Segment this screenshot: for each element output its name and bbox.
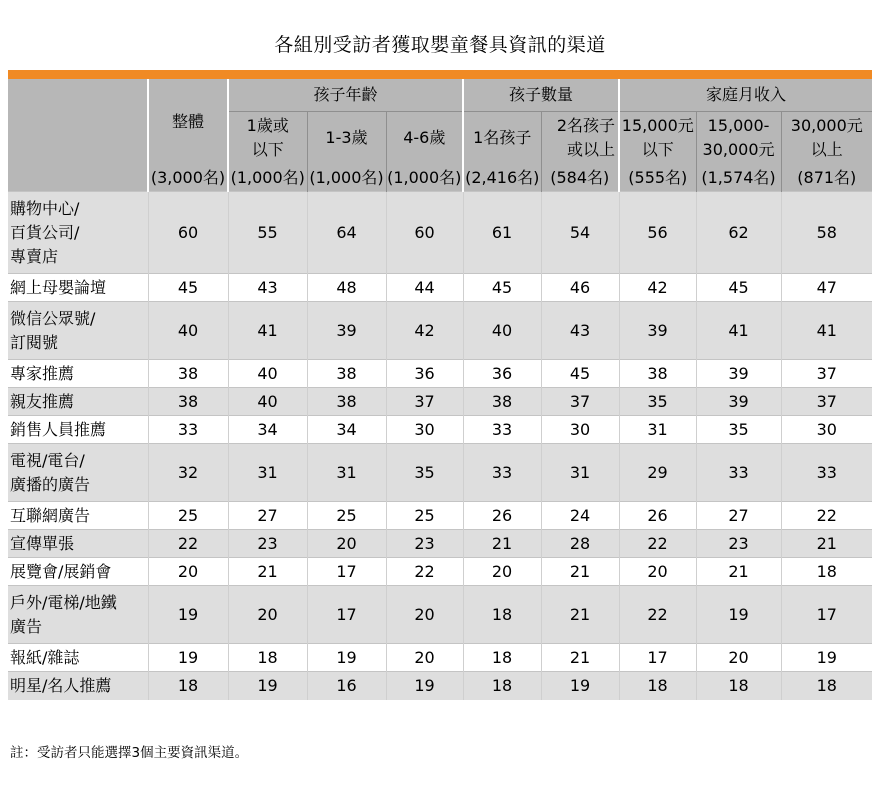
table-cell: 46 — [541, 274, 619, 302]
table-cell: 26 — [463, 502, 541, 530]
table-cell: 41 — [228, 302, 307, 360]
table-cell: 18 — [696, 672, 781, 700]
header-col-age-3 — [386, 111, 463, 165]
row-label-line: 戶外/電梯/地鐵 — [10, 592, 117, 612]
table-cell: 34 — [228, 416, 307, 444]
table-cell: 17 — [619, 644, 696, 672]
table-cell: 20 — [463, 558, 541, 586]
table-cell: 62 — [696, 192, 781, 274]
header-col-count-1 — [463, 111, 541, 165]
table-row — [8, 558, 872, 586]
table-cell: 20 — [386, 644, 463, 672]
table-row — [8, 672, 872, 700]
row-label — [8, 192, 148, 274]
header-col-label: 1歲或 — [246, 116, 289, 136]
header-n: (555名) — [619, 165, 696, 192]
header-col-income-2 — [696, 111, 781, 165]
header-col-label: 2名孩子 — [556, 116, 616, 136]
table-cell: 20 — [696, 644, 781, 672]
table-cell: 20 — [307, 530, 386, 558]
table-cell: 18 — [463, 672, 541, 700]
header-col-label: 以下 — [641, 140, 674, 160]
row-label-line: 訂閱號 — [10, 332, 59, 352]
table-cell: 37 — [781, 388, 872, 416]
table-cell: 37 — [781, 360, 872, 388]
table-cell: 60 — [148, 192, 228, 274]
table-cell: 38 — [148, 360, 228, 388]
accent-bar — [8, 70, 872, 79]
table-row — [8, 302, 872, 360]
table-cell: 39 — [307, 302, 386, 360]
row-label-line: 宣傳單張 — [10, 533, 75, 553]
table-cell: 38 — [463, 388, 541, 416]
table-row — [8, 416, 872, 444]
row-label-line: 報紙/雜誌 — [10, 647, 80, 667]
table-cell: 17 — [781, 586, 872, 644]
table-cell: 21 — [541, 644, 619, 672]
table-cell: 23 — [386, 530, 463, 558]
table-cell: 21 — [463, 530, 541, 558]
table-cell: 19 — [541, 672, 619, 700]
table-cell: 18 — [148, 672, 228, 700]
table-cell: 38 — [307, 388, 386, 416]
table-cell: 17 — [307, 558, 386, 586]
table-cell: 60 — [386, 192, 463, 274]
header-n: (1,000名) — [307, 165, 386, 192]
table-cell: 38 — [148, 388, 228, 416]
row-label-line: 展覽會/展銷會 — [10, 561, 112, 581]
table-cell: 35 — [619, 388, 696, 416]
footnote: 註：受訪者只能選擇3個主要資訊渠道。 — [10, 745, 249, 761]
row-label-line: 互聯網廣告 — [10, 505, 91, 525]
header-col-label: 15,000- — [707, 116, 770, 136]
table-cell: 44 — [386, 274, 463, 302]
table-row — [8, 274, 872, 302]
table-cell: 55 — [228, 192, 307, 274]
table-row — [8, 360, 872, 388]
row-label-line: 銷售人員推薦 — [10, 419, 107, 439]
row-label — [8, 672, 148, 700]
table-cell: 34 — [307, 416, 386, 444]
table-cell: 30 — [386, 416, 463, 444]
table-cell: 18 — [463, 586, 541, 644]
header-group-age: 孩子年齡 — [228, 79, 463, 111]
table-cell: 33 — [696, 444, 781, 502]
table-cell: 56 — [619, 192, 696, 274]
table-cell: 22 — [781, 502, 872, 530]
table-cell: 39 — [619, 302, 696, 360]
table-cell: 26 — [619, 502, 696, 530]
table-cell: 33 — [148, 416, 228, 444]
table-cell: 45 — [541, 360, 619, 388]
table-cell: 41 — [781, 302, 872, 360]
row-label-line: 廣播的廣告 — [10, 474, 91, 494]
chart-title: 各組別受訪者獲取嬰童餐具資訊的渠道 — [274, 34, 606, 56]
table-cell: 30 — [781, 416, 872, 444]
table-cell: 18 — [228, 644, 307, 672]
table-cell: 38 — [307, 360, 386, 388]
header-col-label: 4-6歲 — [403, 128, 446, 148]
header-col-count-2 — [541, 111, 619, 165]
row-label-line: 廣告 — [10, 616, 43, 636]
table-cell: 25 — [307, 502, 386, 530]
row-label — [8, 302, 148, 360]
row-label — [8, 388, 148, 416]
table-cell: 19 — [148, 586, 228, 644]
header-col-income-3 — [781, 111, 872, 165]
row-label-line: 網上母嬰論壇 — [10, 277, 107, 297]
header-n: (2,416名) — [463, 165, 541, 192]
row-label — [8, 274, 148, 302]
table-cell: 23 — [696, 530, 781, 558]
table-cell: 37 — [386, 388, 463, 416]
table-row — [8, 388, 872, 416]
table-cell: 19 — [307, 644, 386, 672]
table-cell: 30 — [541, 416, 619, 444]
table-cell: 35 — [696, 416, 781, 444]
header-col-label: 以上 — [810, 140, 843, 160]
table-cell: 45 — [148, 274, 228, 302]
table-cell: 18 — [619, 672, 696, 700]
table-row — [8, 192, 872, 274]
table-cell: 36 — [463, 360, 541, 388]
row-label-line: 專賣店 — [10, 246, 59, 266]
table-row — [8, 644, 872, 672]
header-n: (1,000名) — [228, 165, 307, 192]
row-label — [8, 530, 148, 558]
table-cell: 33 — [463, 444, 541, 502]
table-cell: 45 — [463, 274, 541, 302]
header-col-age-2 — [307, 111, 386, 165]
table-cell: 42 — [386, 302, 463, 360]
table-cell: 36 — [386, 360, 463, 388]
table-cell: 18 — [463, 644, 541, 672]
table-cell: 43 — [541, 302, 619, 360]
table-cell: 27 — [228, 502, 307, 530]
table-cell: 21 — [696, 558, 781, 586]
table-cell: 40 — [148, 302, 228, 360]
table-cell: 19 — [148, 644, 228, 672]
table-cell: 23 — [228, 530, 307, 558]
table-cell: 31 — [619, 416, 696, 444]
header-col-label: 1名孩子 — [473, 128, 532, 148]
table-cell: 37 — [541, 388, 619, 416]
table-cell: 28 — [541, 530, 619, 558]
table-cell: 42 — [619, 274, 696, 302]
table-cell: 45 — [696, 274, 781, 302]
table-cell: 64 — [307, 192, 386, 274]
table-cell: 20 — [619, 558, 696, 586]
table-cell: 39 — [696, 388, 781, 416]
table-row — [8, 586, 872, 644]
header-group-count: 孩子數量 — [463, 79, 619, 111]
table-cell: 25 — [148, 502, 228, 530]
table-cell: 22 — [619, 530, 696, 558]
header-n: (584名) — [541, 165, 619, 192]
header-col-age-1 — [228, 111, 307, 165]
table-row — [8, 502, 872, 530]
row-label — [8, 558, 148, 586]
table-cell: 24 — [541, 502, 619, 530]
header-col-income-1 — [619, 111, 696, 165]
table-cell: 20 — [386, 586, 463, 644]
table-row — [8, 444, 872, 502]
table-cell: 22 — [619, 586, 696, 644]
table-cell: 19 — [228, 672, 307, 700]
row-label-line: 專家推薦 — [10, 363, 75, 383]
table-cell: 35 — [386, 444, 463, 502]
row-label — [8, 644, 148, 672]
header-col-label: 以下 — [251, 140, 284, 160]
header-col-label: 整體 — [171, 112, 204, 131]
table-cell: 21 — [541, 558, 619, 586]
table-cell: 41 — [696, 302, 781, 360]
row-label — [8, 586, 148, 644]
table-cell: 40 — [228, 388, 307, 416]
table-cell: 18 — [781, 672, 872, 700]
table-cell: 31 — [228, 444, 307, 502]
table-header — [8, 79, 872, 192]
header-col-label: 30,000元 — [702, 140, 775, 160]
header-corner — [8, 79, 148, 192]
table-row — [8, 530, 872, 558]
row-label — [8, 360, 148, 388]
table-body — [8, 192, 872, 700]
header-col-label: 或以上 — [567, 140, 616, 160]
header-n: (1,574名) — [696, 165, 781, 192]
table-cell: 25 — [386, 502, 463, 530]
table-cell: 61 — [463, 192, 541, 274]
table-cell: 31 — [307, 444, 386, 502]
table-cell: 54 — [541, 192, 619, 274]
table-cell: 33 — [781, 444, 872, 502]
table-cell: 19 — [696, 586, 781, 644]
header-n: (3,000名) — [148, 165, 228, 192]
row-label-line: 電視/電台/ — [10, 450, 85, 470]
row-label — [8, 502, 148, 530]
header-n: (1,000名) — [386, 165, 463, 192]
table-cell: 38 — [619, 360, 696, 388]
table-cell: 19 — [781, 644, 872, 672]
table-cell: 21 — [228, 558, 307, 586]
table-cell: 19 — [386, 672, 463, 700]
table-cell: 43 — [228, 274, 307, 302]
table-cell: 47 — [781, 274, 872, 302]
table-cell: 58 — [781, 192, 872, 274]
table-cell: 22 — [148, 530, 228, 558]
table-cell: 16 — [307, 672, 386, 700]
table-cell: 17 — [307, 586, 386, 644]
table-cell: 40 — [463, 302, 541, 360]
table-cell: 31 — [541, 444, 619, 502]
table-cell: 21 — [781, 530, 872, 558]
table-cell: 40 — [228, 360, 307, 388]
row-label — [8, 416, 148, 444]
header-n: (871名) — [781, 165, 872, 192]
table-cell: 39 — [696, 360, 781, 388]
row-label-line: 百貨公司/ — [10, 222, 80, 242]
row-label-line: 明星/名人推薦 — [10, 675, 112, 695]
table-cell: 21 — [541, 586, 619, 644]
header-col-label: 15,000元 — [621, 116, 694, 136]
row-label-line: 微信公眾號/ — [10, 308, 96, 328]
row-label — [8, 444, 148, 502]
table-cell: 22 — [386, 558, 463, 586]
table-cell: 20 — [228, 586, 307, 644]
row-label-line: 親友推薦 — [10, 391, 75, 411]
header-col-overall — [148, 79, 228, 165]
header-col-label: 1-3歲 — [325, 128, 368, 148]
table-cell: 48 — [307, 274, 386, 302]
table-cell: 29 — [619, 444, 696, 502]
data-table — [8, 79, 872, 700]
table-cell: 20 — [148, 558, 228, 586]
table-cell: 32 — [148, 444, 228, 502]
row-label-line: 購物中心/ — [10, 198, 80, 218]
header-col-label: 30,000元 — [790, 116, 863, 136]
table-cell: 33 — [463, 416, 541, 444]
header-group-income: 家庭月收入 — [619, 79, 872, 111]
table-cell: 18 — [781, 558, 872, 586]
table-cell: 27 — [696, 502, 781, 530]
